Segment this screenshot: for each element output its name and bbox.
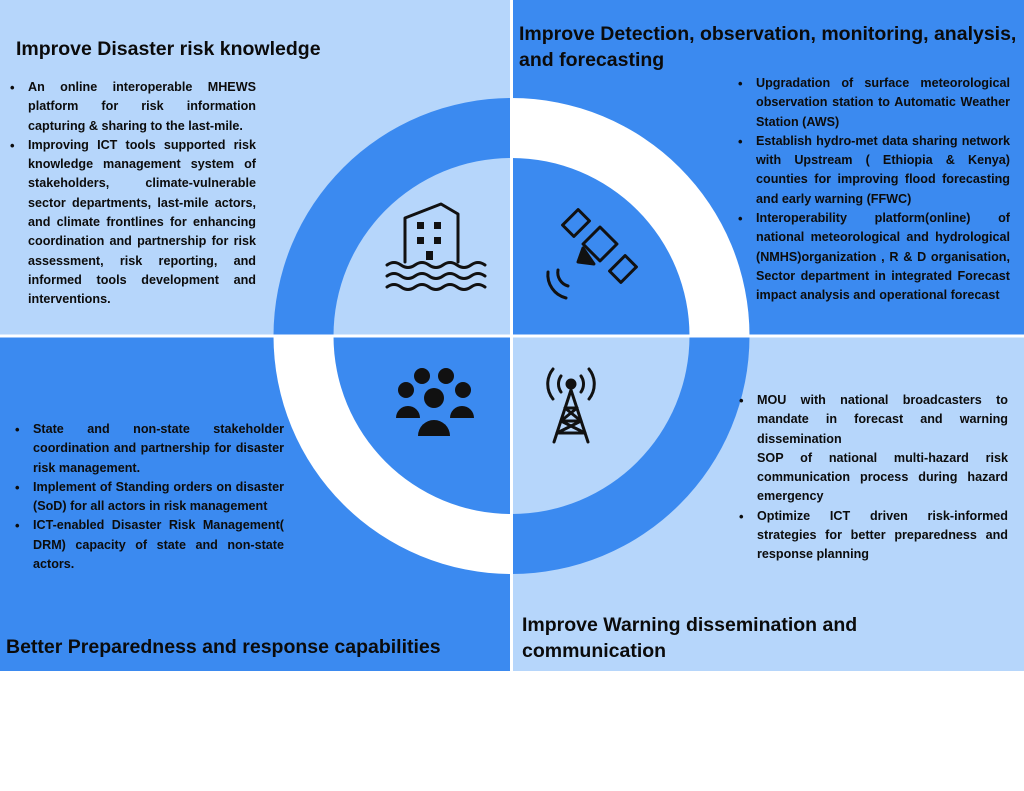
list-detection-forecasting (732, 74, 1010, 306)
list-item: • Optimize ICT driven risk-informed strategies for better preparedness and response planning (733, 507, 1008, 565)
list-item: • MOU with national broadcasters to mandate in forecast and warning dissemination (733, 391, 1008, 449)
list-item: • An online interoperable MHEWS platform for risk information capturing & sharing to the last-mile. (4, 78, 256, 136)
list-item: SOP of national multi-hazard risk communication process during hazard emergency (757, 450, 1008, 504)
list-item: • ICT-enabled Disaster Risk Management( DRM) capacity of state and non-state actors. (9, 516, 284, 574)
list-item: • State and non-state stakeholder coordination and partnership for disaster risk management. (9, 420, 284, 478)
title-detection-forecasting: Improve Detection, observation, monitoring, analysis, and forecasting (519, 23, 1017, 71)
list-item: • Upgradation of surface meteorological observation station to Automatic Weather Station (AWS) (732, 74, 1010, 132)
list-risk-knowledge (4, 78, 256, 310)
list-item: • Implement of Standing orders on disaster (SoD) for all actors in risk management (9, 478, 284, 517)
list-item: • Interoperability platform(online) of national meteorological and hydrological (NMHS)organization , R & D organisation, Sector department in integrated Forecast impact analysis and operational forecast (732, 209, 1010, 305)
list-item: • Establish hydro-met data sharing network with Upstream ( Ethiopia & Kenya) counties for improving flood forecasting and early warning (FFWC) (732, 132, 1010, 209)
title-warning-dissemination: Improve Warning dissemination and communication (522, 614, 858, 662)
title-risk-knowledge: Improve Disaster risk knowledge (16, 38, 321, 60)
list-item: • Improving ICT tools supported risk knowledge management system of stakeholders, climate-vulnerable sector departments, last-mile actors, and climate frontlines for enhancing coordination and partnership for risk assessment, risk reporting, and informed tools development and interventions. (4, 136, 256, 310)
list-warning-dissemination (733, 391, 1008, 565)
list-preparedness-response (9, 420, 284, 574)
title-preparedness-response: Better Preparedness and response capabilities (6, 636, 441, 658)
